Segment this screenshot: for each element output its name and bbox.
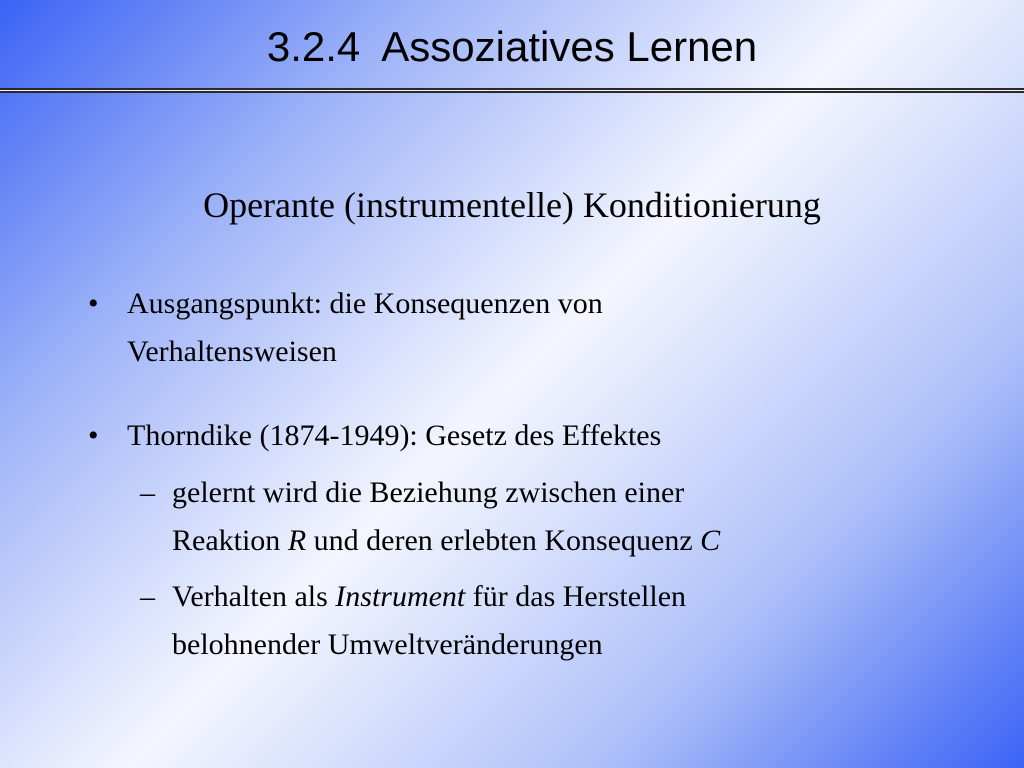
text-run: Verhalten als <box>172 580 336 613</box>
sub-line <box>172 573 972 621</box>
slide-title: 3.2.4 Assoziatives Lernen <box>266 23 758 70</box>
text-run: und deren erlebten Konsequenz <box>306 524 701 557</box>
text-run: Reaktion <box>172 524 288 557</box>
bullet-item-1 <box>0 280 1024 380</box>
bullet-line: Ausgangspunkt: die Konsequenzen von <box>127 287 603 320</box>
bullet-text <box>127 412 927 460</box>
sub-text <box>172 573 972 669</box>
variable-r: R <box>287 524 307 557</box>
sub-item-2 <box>0 573 1024 673</box>
bullet-marker: • <box>88 287 99 320</box>
emphasis-instrument: Instrument <box>335 580 466 613</box>
bullet-marker: • <box>88 419 99 452</box>
bullet-text <box>127 280 927 376</box>
sub-marker: – <box>140 476 155 509</box>
bullet-item-2 <box>0 412 1024 462</box>
slide-subtitle: Operante (instrumentelle) Konditionierung <box>203 185 821 225</box>
sub-item-1 <box>0 469 1024 569</box>
bullet-line: Verhaltensweisen <box>127 335 337 368</box>
sub-text <box>172 469 972 565</box>
bullet-line: Thorndike (1874-1949): Gesetz des Effektes <box>127 419 662 452</box>
sub-line: gelernt wird die Beziehung zwischen einer <box>172 476 685 509</box>
sub-line <box>172 517 972 565</box>
text-run: für das Herstellen <box>465 580 687 613</box>
sub-line: belohnender Umweltveränderungen <box>172 628 603 661</box>
sub-marker: – <box>140 580 155 613</box>
variable-c: C <box>700 524 721 557</box>
